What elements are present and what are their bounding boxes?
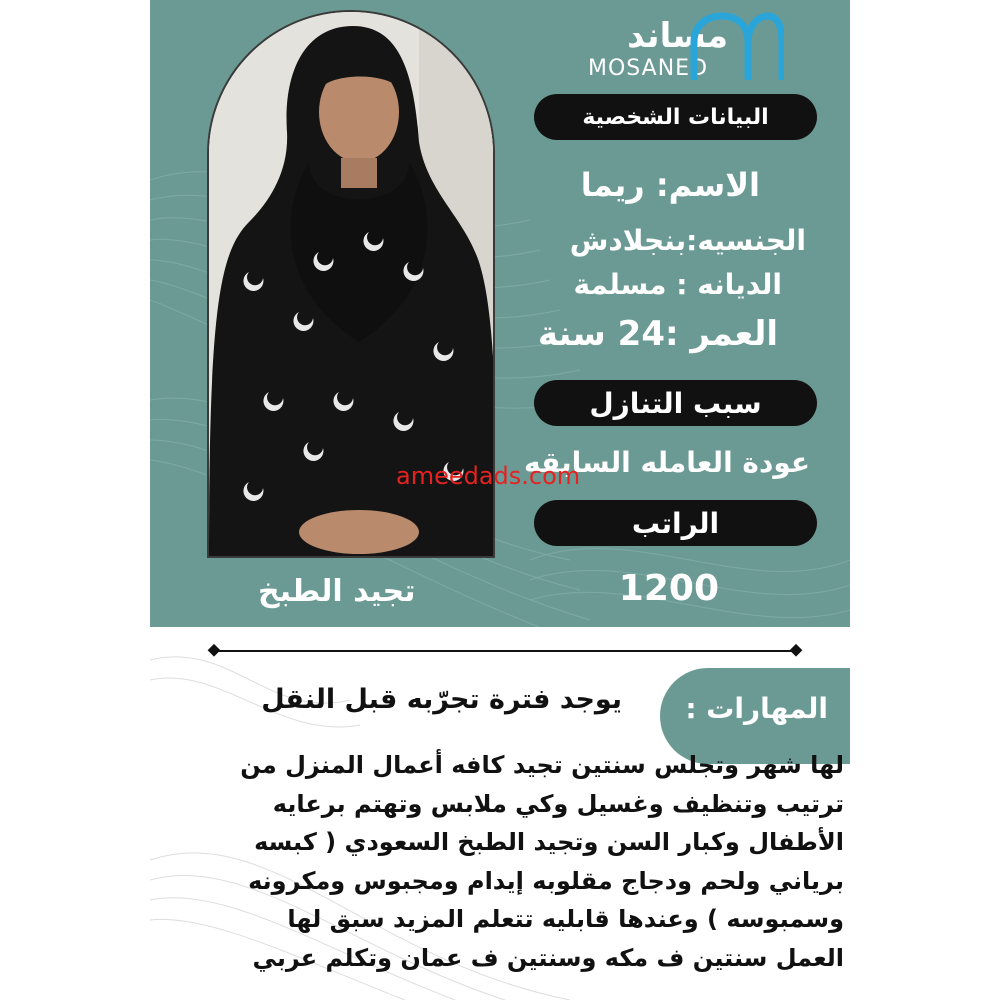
skills-line: ترتيب وتنظيف وغسيل وكي ملابس وتهتم برعايه xyxy=(272,789,844,818)
release-reason-text: عودة العامله السابقه xyxy=(523,446,810,479)
profile-card xyxy=(150,0,850,1000)
personal-info-heading: البيانات الشخصية xyxy=(534,94,817,140)
skills-line: العمل سنتين ف مكه وسنتين ف عمان وتكلم عربي xyxy=(252,943,844,972)
worker-nationality: الجنسيه:بنجلادش xyxy=(569,224,806,257)
skills-line: الأطفال وكبار السن وتجيد الطبخ السعودي ( كبسه xyxy=(254,828,844,856)
cooking-label: تجيد الطبخ xyxy=(258,574,416,609)
skills-line: برياني ولحم ودجاج مقلوبه إيدام ومجبوس ومكرونه xyxy=(248,866,844,895)
skills-line: لها شهر وتجلس سنتين تجيد كافه أعمال المنزل من xyxy=(240,751,844,779)
skills-description xyxy=(154,746,844,977)
logo-arabic: مساند xyxy=(627,16,728,56)
worker-name: الاسم: ريما xyxy=(580,166,760,204)
section-divider xyxy=(214,649,796,653)
logo-english: MOSANED xyxy=(588,56,709,81)
worker-religion: الديانه : مسلمة xyxy=(573,268,782,301)
skills-heading: المهارات : xyxy=(685,692,828,725)
worker-age: العمر :24 سنة xyxy=(537,314,778,354)
salary-heading: الراتب xyxy=(534,500,817,546)
salary-amount: 1200 xyxy=(618,568,719,609)
trial-period-note: يوجد فترة تجرّبه قبل النقل xyxy=(261,684,622,715)
watermark-text: ameedads.com xyxy=(396,462,581,490)
skills-line: وسمبوسه ) وعندها قابليه تتعلم المزيد سبق لها xyxy=(287,905,844,933)
release-reason-heading: سبب التنازل xyxy=(534,380,817,426)
